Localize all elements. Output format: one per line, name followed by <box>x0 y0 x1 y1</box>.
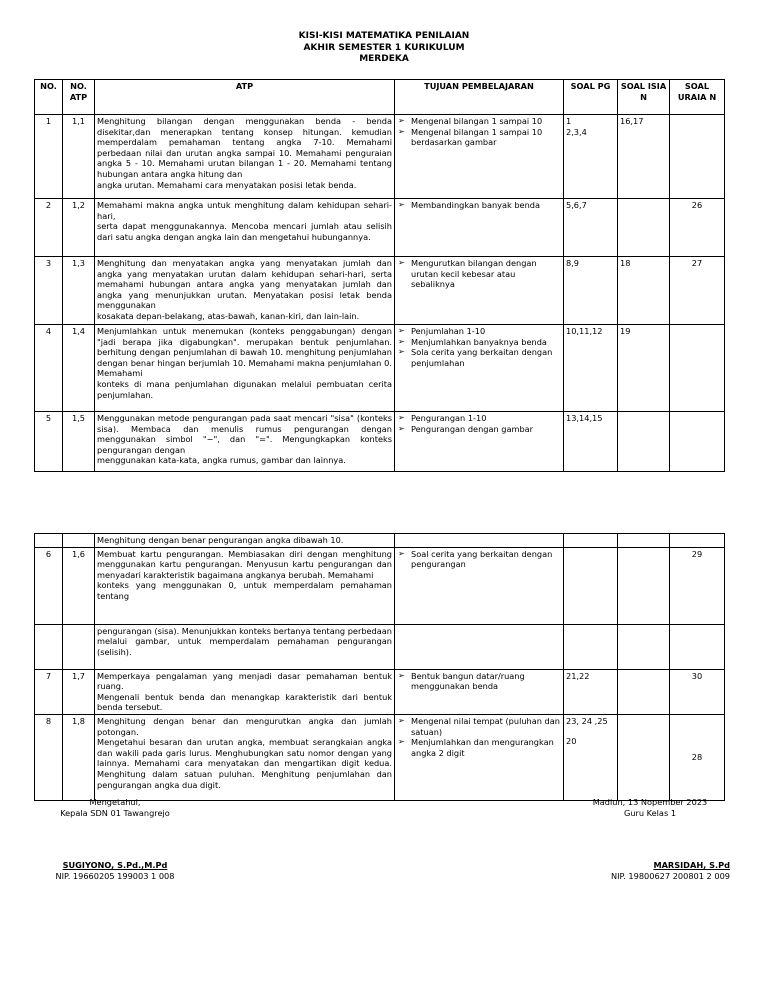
cell-soal-pg <box>564 624 618 669</box>
cell-soal-isian <box>618 547 670 624</box>
kisi-kisi-table-page-2 <box>34 533 725 801</box>
table-row <box>35 669 725 714</box>
cell-no <box>35 534 63 548</box>
cell-soal-isian <box>618 669 670 714</box>
tujuan-list <box>397 326 561 368</box>
table-row <box>35 714 725 800</box>
atp-paragraph: Mengetahui besaran dan urutan angka, membuat serangkaian angka dan wakili pada garis lurus. Menghubungkan satu nomor dengan yang lainnya. Memahami cara menyatakan dan mengartikan digit kedua. Menghitung dalam satuan puluhan. Menghitung penjumlahan dan pengurangan angka dua digit. <box>97 737 392 790</box>
cell-soal-uraian: 27 <box>670 257 725 325</box>
atp-paragraph: serta dapat menggunakannya. Mencoba mencari jumlah atau selisih dari satu angka dengan angka lain dan mengetahui hubungannya. <box>97 221 392 242</box>
soal-pg-value: 10,11,12 <box>566 326 603 336</box>
soal-pg-value: 23, 24 ,25 <box>566 715 608 726</box>
atp-paragraph: kosakata depan-belakang, atas-bawah, kanan-kiri, dan lain-lain. <box>97 310 360 321</box>
cell-soal-uraian: 28 <box>670 714 725 800</box>
title-line-3: MERDEKA <box>359 54 409 64</box>
header-soal-isian: SOAL ISIA N <box>618 80 670 115</box>
cell-soal-uraian <box>670 534 725 548</box>
cell-soal-pg <box>564 534 618 548</box>
tujuan-list <box>397 413 561 434</box>
tujuan-item: ➢ Menjumlahkan banyaknya benda <box>397 337 561 348</box>
cell-no: 7 <box>35 669 63 714</box>
table-row <box>35 412 725 472</box>
signature-right-name: MARSIDAH, S.Pd <box>653 860 730 870</box>
cell-no <box>35 624 63 669</box>
cell-tujuan <box>395 115 564 199</box>
soal-pg-value: 20 <box>566 735 577 746</box>
cell-tujuan <box>395 412 564 472</box>
tujuan-item: ➢ Membandingkan banyak benda <box>397 200 561 211</box>
atp-paragraph: Menghitung dengan benar pengurangan angka dibawah 10. <box>97 535 344 545</box>
cell-atp <box>95 199 395 257</box>
cell-soal-pg <box>564 257 618 325</box>
atp-paragraph: konteks yang menggunakan 0, untuk memperdalam pemahaman tentang <box>97 580 392 601</box>
table-row <box>35 325 725 412</box>
cell-no-atp: 1,7 <box>63 669 95 714</box>
tujuan-item: ➢ Mengenal nilai tempat (puluhan dan satuan) <box>397 716 561 737</box>
cell-tujuan <box>395 714 564 800</box>
table-row <box>35 115 725 199</box>
atp-paragraph: Menjumlahkan untuk menemukan (konteks penggabungan) dengan "jadi berapa jika digabungkan". merupakan bentuk penjumlahan. berhitung dengan penjumlahan di bawah 10. menghitung penjumlahan dengan benar hingan berjumlah 10. Memahami makna penjumlahan 0. Memahami <box>97 326 392 379</box>
header-soal-uraian: SOAL URAIA N <box>670 80 725 115</box>
atp-paragraph: Membuat kartu pengurangan. Membiasakan diri dengan menghitung menggunakan kartu pengurangan. Menyusun kartu pengurangan dan menyadari karakteristik bagaimana angkanya berubah. Memahami <box>97 548 392 580</box>
cell-soal-pg <box>564 714 618 800</box>
cell-no-atp: 1,2 <box>63 199 95 257</box>
soal-pg-value: 1 <box>566 116 572 126</box>
cell-tujuan <box>395 257 564 325</box>
soal-pg-value: 21,22 <box>566 670 590 681</box>
atp-paragraph: Menghitung dan menyatakan angka yang menyatakan jumlah dan angka yang menyatakan urutan dalam kehidupan sehari-hari, serta memahami hubungan antara angka yang menyatakan jumlah dan angka yang menunjukkan urutan. Menyatakan posisi letak benda menggunakan <box>97 258 392 311</box>
signature-left <box>40 797 190 882</box>
signature-right <box>570 797 730 882</box>
cell-soal-isian: 16,17 <box>618 115 670 199</box>
cell-soal-pg <box>564 547 618 624</box>
atp-paragraph: Menghitung dengan benar dan mengurutkan angka dan jumlah potongan. <box>97 715 392 737</box>
soal-pg-value: 2,3,4 <box>566 126 587 137</box>
cell-atp <box>95 534 395 548</box>
cell-no: 6 <box>35 547 63 624</box>
kisi-kisi-table-page-1 <box>34 79 725 472</box>
cell-soal-pg <box>564 325 618 412</box>
cell-soal-pg <box>564 115 618 199</box>
cell-no-atp <box>63 534 95 548</box>
tujuan-list <box>397 716 561 758</box>
cell-soal-isian <box>618 534 670 548</box>
header-no: NO. <box>35 80 63 115</box>
title-line-2: AKHIR SEMESTER 1 KURIKULUM <box>303 42 465 53</box>
tujuan-item: ➢ Menjumlahkan dan mengurangkan angka 2 digit <box>397 737 561 758</box>
cell-atp <box>95 547 395 624</box>
cell-atp <box>95 669 395 714</box>
cell-atp <box>95 325 395 412</box>
tujuan-item: ➢ Mengenal bilangan 1 sampai 10 berdasarkan gambar <box>397 127 561 148</box>
header-tujuan: TUJUAN PEMBELAJARAN <box>395 80 564 115</box>
cell-no-atp: 1,1 <box>63 115 95 199</box>
cell-soal-isian: 19 <box>618 325 670 412</box>
atp-paragraph: angka urutan. Memahami cara menyatakan posisi letak benda. <box>97 179 357 190</box>
cell-tujuan <box>395 325 564 412</box>
tujuan-item: ➢ Mengenal bilangan 1 sampai 10 <box>397 116 561 127</box>
cell-soal-pg <box>564 412 618 472</box>
table-row <box>35 547 725 624</box>
cell-atp <box>95 714 395 800</box>
atp-paragraph: konteks di mana penjumlahan digunakan melalui pembuatan cerita penjumlahan. <box>97 378 392 400</box>
signature-left-name: SUGIYONO, S.Pd.,M.Pd <box>62 860 168 870</box>
atp-paragraph: Menggunakan metode pengurangan pada saat mencari "sisa" (konteks sisa). Membaca dan menulis rumus pengurangan dengan menggunakan simbol "−", dan "=". Mengungkapkan konteks pengurangan dengan <box>97 413 392 455</box>
cell-soal-isian <box>618 199 670 257</box>
cell-no-atp: 1,3 <box>63 257 95 325</box>
signature-left-line1: Mengetahui, <box>89 797 141 807</box>
atp-paragraph: Memahami makna angka untuk menghitung dalam kehidupan sehari-hari, <box>97 200 392 221</box>
soal-pg-value: 13,14,15 <box>566 413 603 423</box>
cell-no: 1 <box>35 115 63 199</box>
signature-right-line1: Madiun, 13 Nopember 2023 <box>592 797 708 807</box>
document-title <box>0 31 768 66</box>
atp-paragraph: menggunakan kata-kata, angka rumus, gambar dan lainnya. <box>97 455 346 466</box>
cell-soal-uraian: 30 <box>670 669 725 714</box>
signature-left-nip: NIP. 19660205 199003 1 008 <box>55 871 175 881</box>
tujuan-list <box>397 200 561 211</box>
tujuan-item: ➢ Sola cerita yang berkaitan dengan penjumlahan <box>397 347 561 368</box>
signature-right-nip: NIP. 19800627 200801 2 009 <box>611 871 730 881</box>
tujuan-list <box>397 258 561 290</box>
cell-soal-uraian <box>670 412 725 472</box>
cell-soal-uraian <box>670 115 725 199</box>
header-atp: ATP <box>95 80 395 115</box>
tujuan-item: ➢ Bentuk bangun datar/ruang menggunakan benda <box>397 671 561 692</box>
tujuan-item: ➢ Penjumlahan 1-10 <box>397 326 561 337</box>
cell-atp <box>95 412 395 472</box>
cell-no-atp: 1,5 <box>63 412 95 472</box>
header-no-atp: NO. ATP <box>63 80 95 115</box>
title-line-1: KISI-KISI MATEMATIKA PENILAIAN <box>298 31 470 41</box>
signature-right-line2: Guru Kelas 1 <box>623 808 677 818</box>
cell-no-atp: 1,6 <box>63 547 95 624</box>
atp-paragraph: Menghitung bilangan dengan menggunakan benda - benda disekitar,dan menerapkan tentang konsep hitungan. kemudian memperdalam pemahaman tentang angka 7-10. Memahami perbedaan nilai dan urutan angka sampai 10. Memahami penguraian angka 5 - 10. Memahami urutan bilangan 1 - 20. Memahami tentang hubungan antara angka hitung dan <box>97 116 392 179</box>
table-row <box>35 534 725 548</box>
cell-soal-isian <box>618 624 670 669</box>
cell-soal-isian <box>618 714 670 800</box>
tujuan-list <box>397 671 561 692</box>
atp-paragraph: melalui gambar, untuk memperdalam pemahaman pengurangan (selisih). <box>97 636 392 657</box>
soal-pg-value: 5,6,7 <box>566 200 587 210</box>
tujuan-item: ➢ Pengurangan 1-10 <box>397 413 561 424</box>
cell-atp <box>95 624 395 669</box>
cell-no-atp: 1,8 <box>63 714 95 800</box>
table-row <box>35 257 725 325</box>
cell-tujuan <box>395 547 564 624</box>
atp-paragraph: Memperkaya pengalaman yang menjadi dasar pemahaman bentuk ruang. <box>97 670 392 692</box>
tujuan-item: ➢ Pengurangan dengan gambar <box>397 424 561 435</box>
cell-tujuan <box>395 669 564 714</box>
atp-paragraph: pengurangan (sisa). Menunjukkan konteks bertanya tentang perbedaan <box>97 625 392 636</box>
cell-soal-pg <box>564 199 618 257</box>
table-row <box>35 199 725 257</box>
cell-no: 4 <box>35 325 63 412</box>
tujuan-list <box>397 549 561 570</box>
tujuan-item: ➢ Mengurutkan bilangan dengan urutan kecil kebesar atau sebaliknya <box>397 258 561 290</box>
soal-pg-value: 8,9 <box>566 258 580 268</box>
cell-tujuan <box>395 624 564 669</box>
cell-soal-uraian <box>670 325 725 412</box>
tujuan-list <box>397 116 561 148</box>
atp-paragraph: Mengenali bentuk benda dan menangkap karakteristik dari bentuk benda tersebut. <box>97 691 392 713</box>
cell-atp <box>95 115 395 199</box>
cell-soal-uraian <box>670 624 725 669</box>
header-soal-pg: SOAL PG <box>564 80 618 115</box>
cell-no: 8 <box>35 714 63 800</box>
cell-soal-uraian: 29 <box>670 547 725 624</box>
cell-soal-uraian: 26 <box>670 199 725 257</box>
cell-no: 2 <box>35 199 63 257</box>
cell-no-atp <box>63 624 95 669</box>
cell-soal-isian <box>618 412 670 472</box>
table-row <box>35 624 725 669</box>
cell-no: 5 <box>35 412 63 472</box>
cell-no-atp: 1,4 <box>63 325 95 412</box>
tujuan-item: ➢ Soal cerita yang berkaitan dengan pengurangan <box>397 549 561 570</box>
cell-atp <box>95 257 395 325</box>
cell-soal-pg <box>564 669 618 714</box>
cell-soal-isian: 18 <box>618 257 670 325</box>
table-header-row <box>35 80 725 115</box>
cell-no: 3 <box>35 257 63 325</box>
signature-left-line2: Kepala SDN 01 Tawangrejo <box>60 808 170 818</box>
cell-tujuan <box>395 199 564 257</box>
cell-tujuan <box>395 534 564 548</box>
